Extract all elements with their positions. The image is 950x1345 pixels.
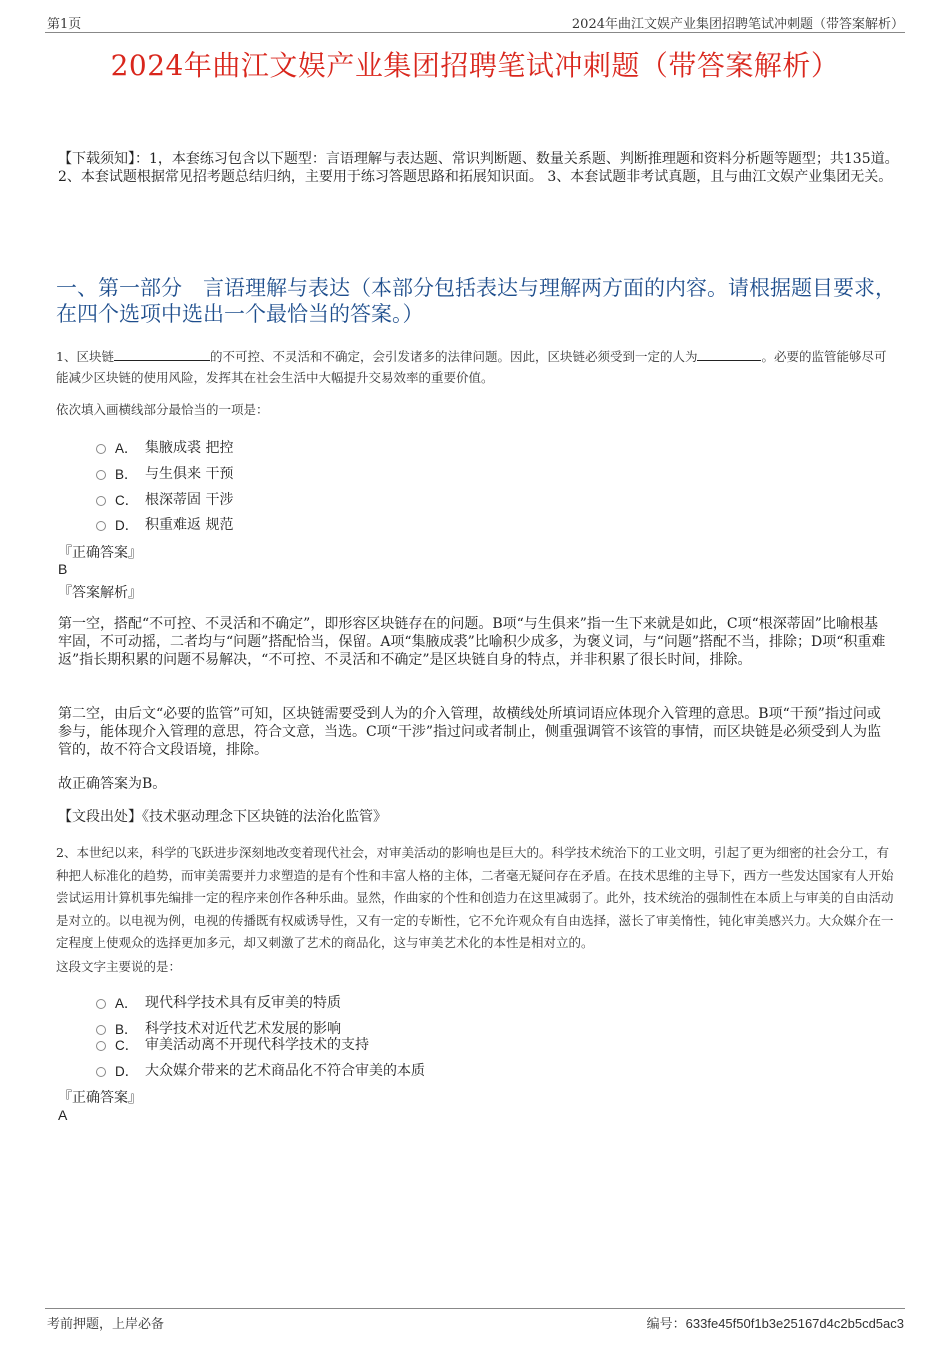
q1-analysis-paragraph-2: 第二空，由后文“必要的监管”可知，区块链需要受到人为的介入管理，故横线处所填词语应体现介入管理的意思。B项“干预”指过问或参与，能体现介入管理的意思，符合文意，当选。C项“干涉”指过问或者制止，侧重强调管不该管的事情，而区块链是必须受到人为监管的，故不符合文段语境，排除。 <box>58 706 882 758</box>
option-letter: D． <box>115 1064 139 1079</box>
radio-icon[interactable] <box>96 1041 106 1051</box>
q2-answer: A <box>58 1107 68 1123</box>
option-text: 科学技术对近代艺术发展的影响 <box>145 1021 341 1037</box>
radio-icon[interactable] <box>96 1067 106 1077</box>
option-text: 现代科学技术具有反审美的特质 <box>145 995 341 1011</box>
q1-option-a[interactable] <box>96 437 233 457</box>
q1-analysis-conclusion: 故正确答案为B。 <box>58 776 167 792</box>
footer-code-value: 633fe45f50f1b3e25167d4c2b5cd5ac3 <box>685 1316 904 1331</box>
q1-option-b[interactable] <box>96 463 233 483</box>
q1-analysis-paragraph-1: 第一空，搭配“不可控、不灵活和不确定”，即形容区块链存在的问题。B项“与生俱来”指一生下来就是如此，C项“根深蒂固”比喻根基牢固，不可动摇，二者均与“问题”搭配恰当，保留。A项“集腋成裘”比喻积少成多，为褒义词，与“问题”搭配不当，排除；D项“积重难返”指长期积累的问题不易解决，“不可控、不灵活和不确定”是区块链自身的特点，并非积累了很长时间，排除。 <box>58 616 886 668</box>
radio-icon[interactable] <box>96 999 106 1009</box>
option-text: 根深蒂固 干涉 <box>145 492 234 508</box>
q1-answer-label: 『正确答案』 <box>58 545 142 561</box>
footer-code <box>647 1313 904 1332</box>
question-1-prompt: 依次填入画横线部分最恰当的一项是： <box>56 402 269 417</box>
question-1-text <box>56 346 898 388</box>
q1-option-d[interactable] <box>96 514 233 534</box>
option-text: 与生俱来 干预 <box>145 466 234 482</box>
q1-text-a: 1、区块链 <box>56 349 114 364</box>
q1-answer: B <box>58 561 68 577</box>
page-title: 2024年曲江文娱产业集团招聘笔试冲刺题（带答案解析） <box>110 49 840 82</box>
option-letter: A． <box>115 441 138 456</box>
q1-source: 【文段出处】《技术驱动理念下区块链的法治化监管》 <box>58 809 387 825</box>
option-letter: C． <box>115 1038 139 1053</box>
option-text: 积重难返 规范 <box>145 517 234 533</box>
option-letter: D． <box>115 518 139 533</box>
download-notice: 【下载须知】：1，本套练习包含以下题型：言语理解与表达题、常识判断题、数量关系题、判断推理题和资料分析题等题型；共135道。 2、本套试题根据常见招考题总结归纳，主要用于练习答题思路和拓展知识面。 3、本套试题非考试真题，且与曲江文娱产业集团无关。 <box>58 151 899 185</box>
radio-icon[interactable] <box>96 521 106 531</box>
q1-option-c[interactable] <box>96 489 233 509</box>
q1-text-c: 。必要的监管能够尽可能减少区块链的使用风险，发挥其在社会生活中大幅提升交易效率的重要价值。 <box>56 349 887 385</box>
header-doc-title: 2024年曲江文娱产业集团招聘笔试冲刺题（带答案解析） <box>571 17 904 32</box>
footer-code-label: 编号： <box>646 1317 686 1332</box>
question-2-text: 2、本世纪以来，科学的飞跃进步深刻地改变着现代社会，对审美活动的影响也是巨大的。科学技术统治下的工业文明，引起了更为细密的社会分工，有种把人标准化的趋势，而审美需要并力求塑造的是有个性和丰富人格的主体，二者毫无疑问存在矛盾。在技术思维的主导下，西方一些发达国家有人开始尝试运用计算机事先编排一定的程序来创作各种乐曲。显然，作曲家的个性和创造力在这里减弱了。此外，技术统治的强制性在本质上与审美的自由活动是对立的。以电视为例，电视的传播既有权威诱导性，又有一定的专断性，它不允许观众有自由选择，滋长了审美惰性，钝化审美感兴力。大众媒介在一定程度上使观众的选择更加多元，却又刺激了艺术的商品化，这与审美艺术化的本性是相对立的。 <box>56 845 894 950</box>
fill-blank-1 <box>114 348 210 361</box>
question-2-prompt: 这段文字主要说的是： <box>56 959 182 974</box>
option-letter: B． <box>115 1022 138 1037</box>
page-number: 第1页 <box>47 17 82 32</box>
q1-text-b: 的不可控、不灵活和不确定，会引发诸多的法律问题。因此，区块链必须受到一定的人为 <box>209 349 698 364</box>
option-letter: B． <box>115 467 138 482</box>
q1-analysis-label: 『答案解析』 <box>58 585 142 601</box>
option-text: 大众媒介带来的艺术商品化不符合审美的本质 <box>145 1063 425 1079</box>
radio-icon[interactable] <box>96 496 106 506</box>
option-letter: C． <box>115 493 139 508</box>
header-divider <box>45 32 905 33</box>
q2-answer-label: 『正确答案』 <box>58 1090 142 1106</box>
q2-option-d[interactable] <box>96 1060 425 1080</box>
option-text: 审美活动离不开现代科学技术的支持 <box>145 1037 369 1053</box>
footer-slogan: 考前押题，上岸必备 <box>47 1317 165 1332</box>
q2-option-c[interactable] <box>96 1034 369 1054</box>
footer-divider <box>45 1308 905 1309</box>
radio-icon[interactable] <box>96 470 106 480</box>
option-text: 集腋成裘 把控 <box>145 440 234 456</box>
radio-icon[interactable] <box>96 444 106 454</box>
section-heading: 一、第一部分 言语理解与表达（本部分包括表达与理解两方面的内容。请根据题目要求，在四个选项中选出一个最恰当的答案。） <box>56 276 896 326</box>
option-letter: A． <box>115 996 138 1011</box>
fill-blank-2 <box>697 348 761 361</box>
q2-option-a[interactable] <box>96 992 341 1012</box>
